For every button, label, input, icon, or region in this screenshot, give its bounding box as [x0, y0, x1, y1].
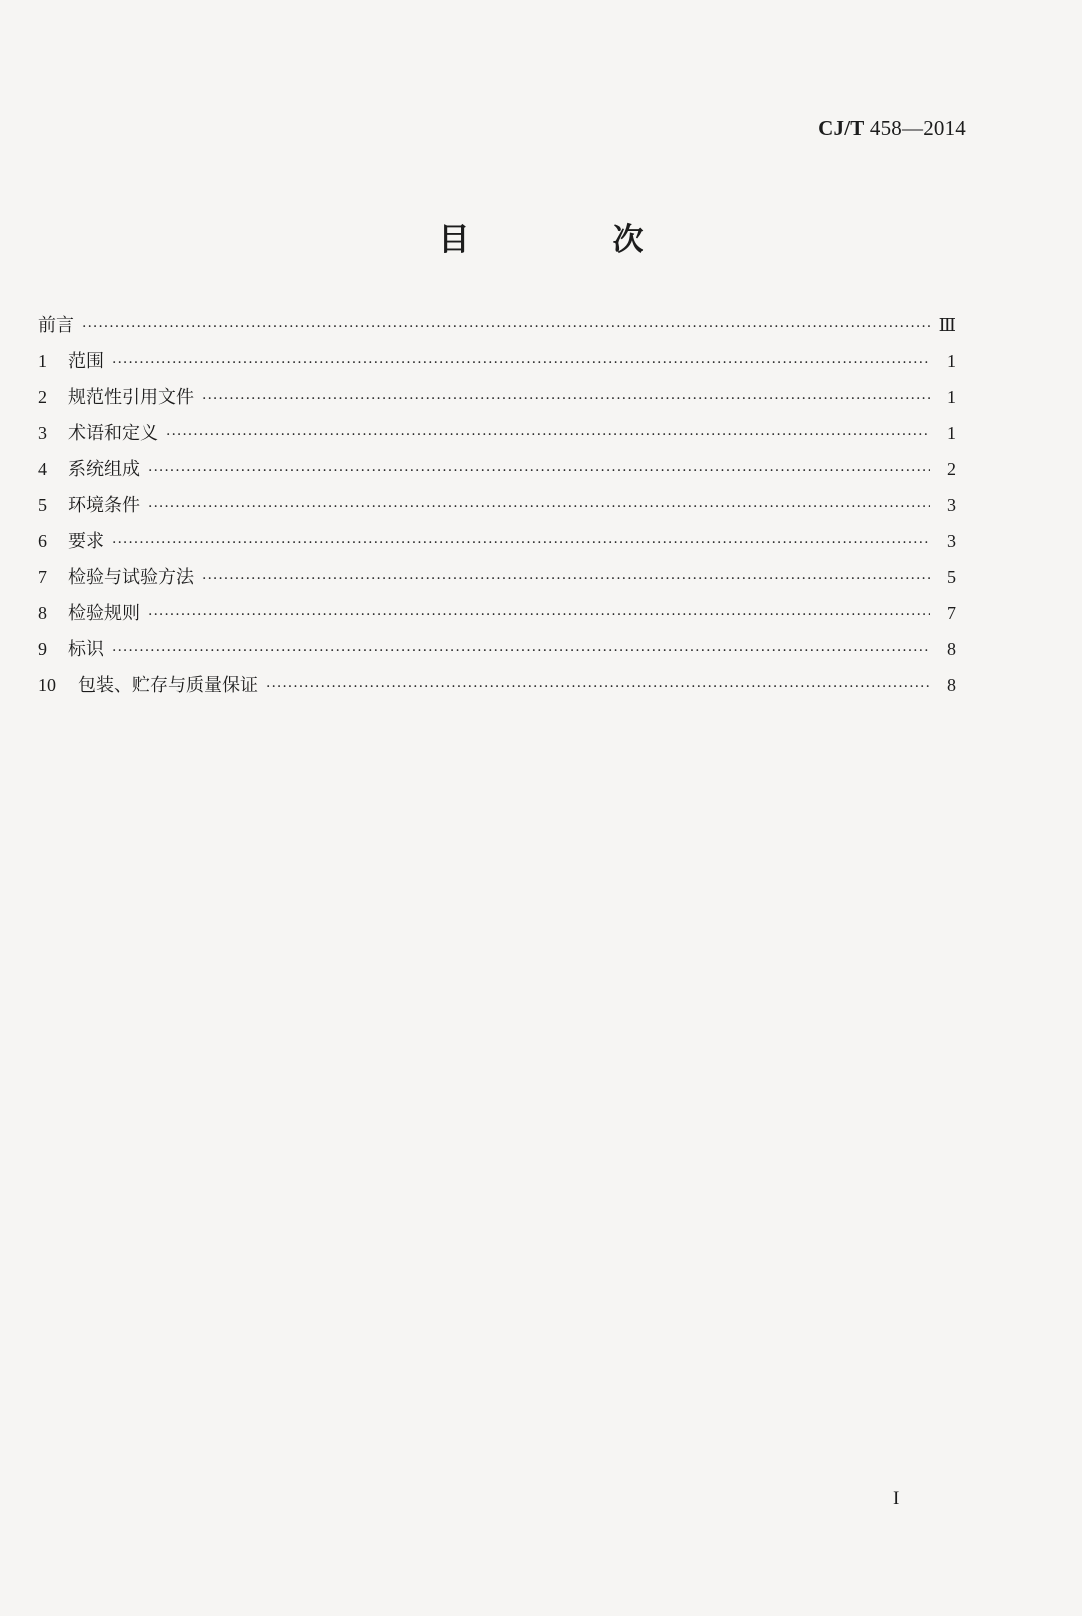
dot-leader [166, 427, 930, 443]
standard-code: 458—2014 [869, 116, 966, 140]
toc-entry-page: 3 [947, 495, 956, 515]
dot-leader [112, 355, 930, 371]
dot-leader [148, 607, 930, 623]
standard-number [818, 116, 966, 141]
toc-entry-page: 2 [947, 459, 956, 479]
toc-entry-foreword[interactable] [38, 311, 956, 347]
dot-leader [112, 643, 930, 659]
toc-entry-10[interactable] [38, 671, 956, 707]
toc-entry-label: 术语和定义 [68, 423, 158, 444]
toc-entry-4[interactable] [38, 455, 956, 491]
toc-entry-page: 7 [947, 603, 956, 623]
toc-entry-label: 检验与试验方法 [68, 567, 194, 588]
dot-leader [266, 679, 930, 695]
toc-entry-5[interactable] [38, 491, 956, 527]
dot-leader [202, 571, 930, 587]
toc-entry-number: 10 [38, 675, 56, 695]
toc-entry-label: 环境条件 [68, 495, 140, 516]
toc-entry-6[interactable] [38, 527, 956, 563]
toc-entry-number: 8 [38, 603, 47, 623]
toc-entry-label: 检验规则 [68, 603, 140, 624]
toc-entry-label: 包装、贮存与质量保证 [78, 675, 258, 696]
toc-entry-label: 规范性引用文件 [68, 387, 194, 408]
toc-entry-page: 1 [947, 387, 956, 407]
page-number: I [893, 1488, 900, 1509]
toc-entry-number: 4 [38, 459, 47, 479]
toc-entry-3[interactable] [38, 419, 956, 455]
table-of-contents [38, 311, 956, 707]
toc-entry-page: 1 [947, 423, 956, 443]
toc-entry-label: 标识 [68, 639, 104, 660]
toc-entry-2[interactable] [38, 383, 956, 419]
toc-entry-label: 系统组成 [68, 459, 140, 480]
toc-entry-number: 1 [38, 351, 47, 371]
page-title: 目 次 [438, 222, 700, 258]
toc-entry-9[interactable] [38, 635, 956, 671]
toc-entry-number: 3 [38, 423, 47, 443]
toc-entry-page: 8 [947, 675, 956, 695]
toc-entry-number: 9 [38, 639, 47, 659]
toc-entry-label: 要求 [68, 531, 104, 552]
toc-entry-7[interactable] [38, 563, 956, 599]
dot-leader [148, 499, 930, 515]
standard-prefix: CJ/T [818, 116, 865, 140]
toc-entry-page: 8 [947, 639, 956, 659]
toc-entry-page: 3 [947, 531, 956, 551]
toc-entry-number: 6 [38, 531, 47, 551]
toc-entry-label: 范围 [68, 351, 104, 372]
toc-entry-number: 7 [38, 567, 47, 587]
toc-entry-1[interactable] [38, 347, 956, 383]
toc-entry-label: 前言 [38, 315, 74, 336]
dot-leader [148, 463, 930, 479]
toc-entry-8[interactable] [38, 599, 956, 635]
toc-entry-page: Ⅲ [938, 315, 956, 335]
toc-entry-page: 5 [947, 567, 956, 587]
toc-entry-number: 2 [38, 387, 47, 407]
dot-leader [112, 535, 930, 551]
dot-leader [202, 391, 930, 407]
toc-entry-number: 5 [38, 495, 47, 515]
toc-entry-page: 1 [947, 351, 956, 371]
dot-leader [82, 319, 930, 335]
